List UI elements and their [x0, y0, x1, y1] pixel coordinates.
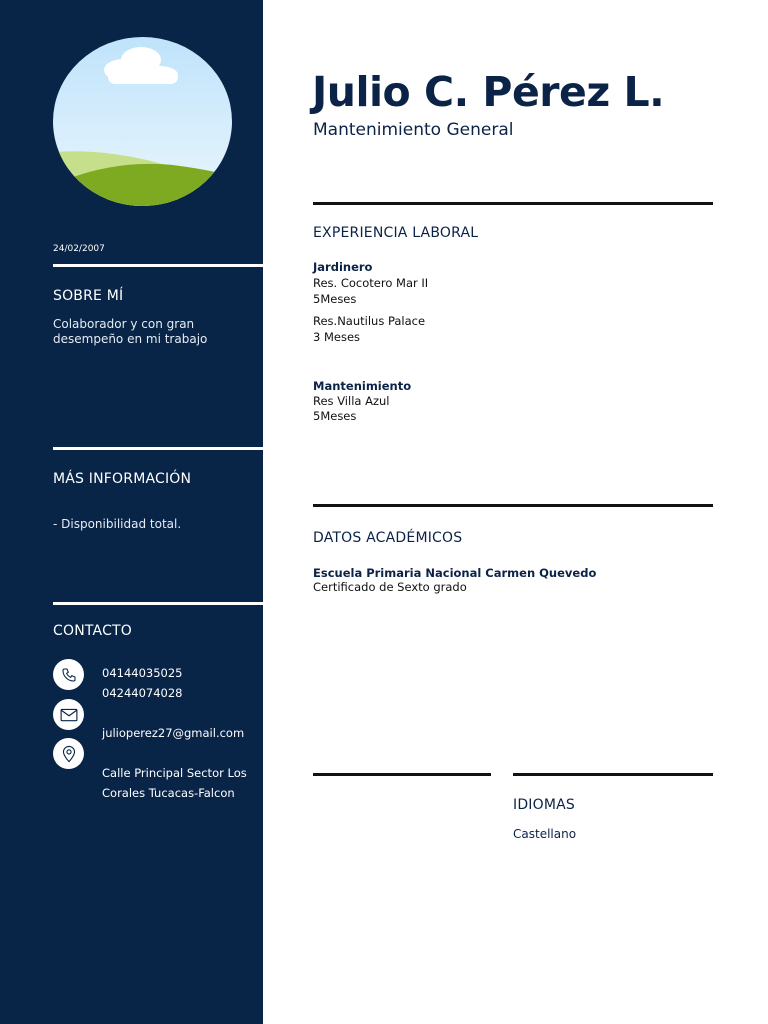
job-title: Jardinero — [313, 260, 373, 274]
phone-icon — [53, 659, 84, 690]
about-text — [53, 317, 253, 347]
location-pin-icon — [53, 738, 84, 769]
divider — [313, 202, 713, 205]
email-address: julioperez27@gmail.com — [102, 726, 245, 740]
divider — [313, 504, 713, 507]
address — [102, 763, 247, 803]
about-heading: SOBRE MÍ — [53, 288, 124, 304]
divider — [53, 602, 263, 605]
education-heading: DATOS ACADÉMICOS — [313, 530, 463, 546]
languages-heading: IDIOMAS — [513, 797, 576, 813]
job-duration: 5Meses — [313, 409, 357, 423]
degree: Certificado de Sexto grado — [313, 580, 467, 594]
job-place: Res. Cocotero Mar II — [313, 276, 429, 290]
divider — [53, 447, 263, 450]
phone-numbers — [102, 663, 182, 703]
person-name: Julio C. Pérez L. — [312, 68, 665, 116]
address-line: Calle Principal Sector Los — [102, 766, 247, 780]
more-info-text: - Disponibilidad total. — [53, 517, 182, 531]
experience-heading: EXPERIENCIA LABORAL — [313, 225, 479, 241]
language-item: Castellano — [513, 827, 577, 841]
contact-heading: CONTACTO — [53, 623, 133, 639]
about-line: Colaborador y con gran — [53, 317, 195, 331]
divider — [313, 773, 491, 776]
address-line: Corales Tucacas-Falcon — [102, 786, 235, 800]
job-place: Res.Nautilus Palace — [313, 314, 426, 328]
job-duration: 3 Meses — [313, 330, 361, 344]
divider — [53, 264, 263, 267]
job-role: Mantenimiento General — [313, 120, 514, 140]
school-name: Escuela Primaria Nacional Carmen Quevedo — [313, 566, 597, 580]
profile-photo — [53, 37, 232, 206]
job-duration: 5Meses — [313, 292, 357, 306]
mail-icon — [53, 699, 84, 730]
birth-date: 24/02/2007 — [53, 244, 105, 254]
job-title: Mantenimiento — [313, 379, 412, 393]
divider — [513, 773, 713, 776]
job-place: Res Villa Azul — [313, 394, 390, 408]
sidebar — [0, 0, 263, 1024]
phone-number: 04244074028 — [102, 686, 183, 700]
phone-number: 04144035025 — [102, 666, 183, 680]
more-info-heading: MÁS INFORMACIÓN — [53, 471, 192, 487]
about-line: desempeño en mi trabajo — [53, 332, 208, 346]
